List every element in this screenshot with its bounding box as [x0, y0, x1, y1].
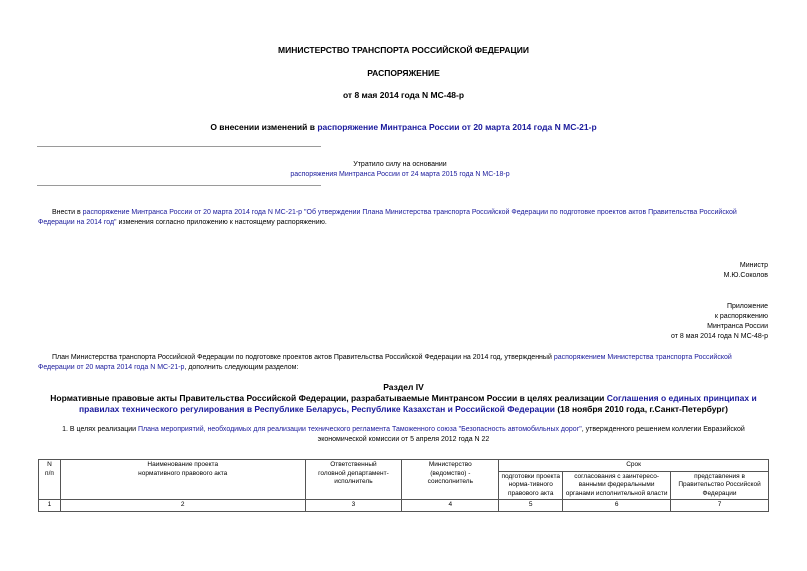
p1-link1[interactable]: распоряжение Минтранса России от 20 марта 2014 года N МС-21-р: [82, 209, 303, 216]
col-num-1: 1: [39, 500, 61, 512]
col-num-5: 5: [499, 500, 563, 512]
plan-paragraph: [38, 353, 770, 373]
item1-suffix: , утвержденного решением коллегии Евразийской экономической комиссии от 5 апреля 2012 года N 22: [317, 426, 745, 443]
th-num: [39, 460, 61, 500]
repeal-notice: [240, 160, 560, 180]
th-num-l1: N: [47, 461, 52, 468]
appendix-l4: от 8 мая 2014 года N МС-48-р: [671, 333, 768, 340]
doc-date-number: от 8 мая 2014 года N МС-48-р: [342, 90, 465, 100]
item1-link[interactable]: Плана мероприятий, необходимых для реализации технического регламента Таможенного союза "Безопасность автомобильных дорог": [138, 426, 582, 433]
th-name-l1: Наименование проекта: [147, 461, 219, 468]
plan-table: [38, 459, 769, 512]
col-num-4: 4: [402, 500, 499, 512]
th-term-agree: согласования с заинтересо-ванными федеральными органами исполнительной власти: [563, 471, 671, 500]
th-resp-l3: исполнитель: [334, 478, 373, 485]
th-name-l2: нормативного правового акта: [138, 469, 228, 477]
doc-type: РАСПОРЯЖЕНИЕ: [367, 68, 440, 78]
table-header-row: [39, 460, 769, 472]
section-text2: (18 ноября 2010 года, г.Санкт-Петербург): [554, 404, 728, 414]
th-num-l2: п/п: [45, 469, 54, 477]
repeal-line1: Утратило силу на основании: [353, 161, 447, 168]
th-min: [402, 460, 499, 500]
signature-name: М.Ю.Соколов: [723, 272, 768, 279]
plan-link[interactable]: распоряжением Министерства транспорта Российской Федерации от 20 марта 2014 года N МС-21-р: [38, 354, 732, 371]
plan-prefix: План Министерства транспорта Российской Федерации по подготовке проектов актов Правительства Российской Федерации на 2014 год, утвержденный: [52, 354, 554, 361]
plan-suffix: , дополнить следующим разделом:: [184, 364, 299, 371]
p1-prefix: Внести в: [52, 209, 83, 216]
doc-subject: [0, 122, 807, 132]
th-resp-l2: головной департамент-: [318, 469, 389, 477]
ministry-title: МИНИСТЕРСТВО ТРАНСПОРТА РОССИЙСКОЙ ФЕДЕРАЦИИ: [278, 45, 529, 55]
appendix-l2: к распоряжению: [714, 313, 768, 320]
signature-block: [724, 261, 768, 281]
th-resp-l1: Ответственный: [330, 461, 377, 468]
table-numbers-row: [39, 500, 769, 512]
col-num-7: 7: [671, 500, 769, 512]
section-link[interactable]: Соглашения о единых принципах и правилах технического регулирования в Республике Беларусь, Республике Казахстан и Российской Федерации: [79, 393, 757, 414]
appendix-l3: Минтранса России: [707, 323, 768, 330]
p1-suffix: изменения согласно приложению к настоящему распоряжению.: [116, 219, 327, 226]
subject-prefix: О внесении изменений в: [210, 122, 318, 132]
divider-bottom: [37, 185, 321, 186]
th-min-l1: Министерство: [428, 461, 472, 468]
col-num-6: 6: [563, 500, 671, 512]
th-min-l2: (ведомство) -: [430, 469, 471, 477]
signature-position: Министр: [739, 262, 768, 269]
section-heading: [50, 393, 757, 415]
th-term-submit: представления в Правительство Российской Федерации: [671, 471, 769, 500]
section-title: Раздел IV: [383, 382, 424, 392]
col-num-3: 3: [305, 500, 402, 512]
subject-link[interactable]: распоряжение Минтранса России от 20 марта 2014 года N МС-21-р: [317, 122, 597, 132]
divider-top: [37, 146, 321, 147]
th-term: Срок: [499, 460, 769, 472]
p1-link2[interactable]: "Об утверждении Плана Министерства транспорта Российской Федерации по подготовке проектов актов Правительства Российской Федерации на 2014 год": [38, 209, 737, 226]
section-text1: Нормативные правовые акты Правительства Российской Федерации, разрабатываемые Минтрансом России в целях реализации: [50, 393, 607, 403]
col-num-2: 2: [60, 500, 305, 512]
item1-prefix: 1. В целях реализации: [62, 426, 138, 433]
appendix-block: [671, 302, 768, 342]
th-min-l3: соисполнитель: [427, 478, 473, 485]
appendix-l1: Приложение: [726, 303, 768, 310]
repeal-link[interactable]: распоряжения Минтранса России от 24 марта 2015 года N МС-18-р: [290, 171, 510, 178]
th-resp: [305, 460, 402, 500]
item1-paragraph: [50, 425, 757, 445]
th-term-prep: подготовки проекта норма-тивного правового акта: [499, 471, 563, 500]
th-name: [60, 460, 305, 500]
main-paragraph: [38, 208, 770, 228]
